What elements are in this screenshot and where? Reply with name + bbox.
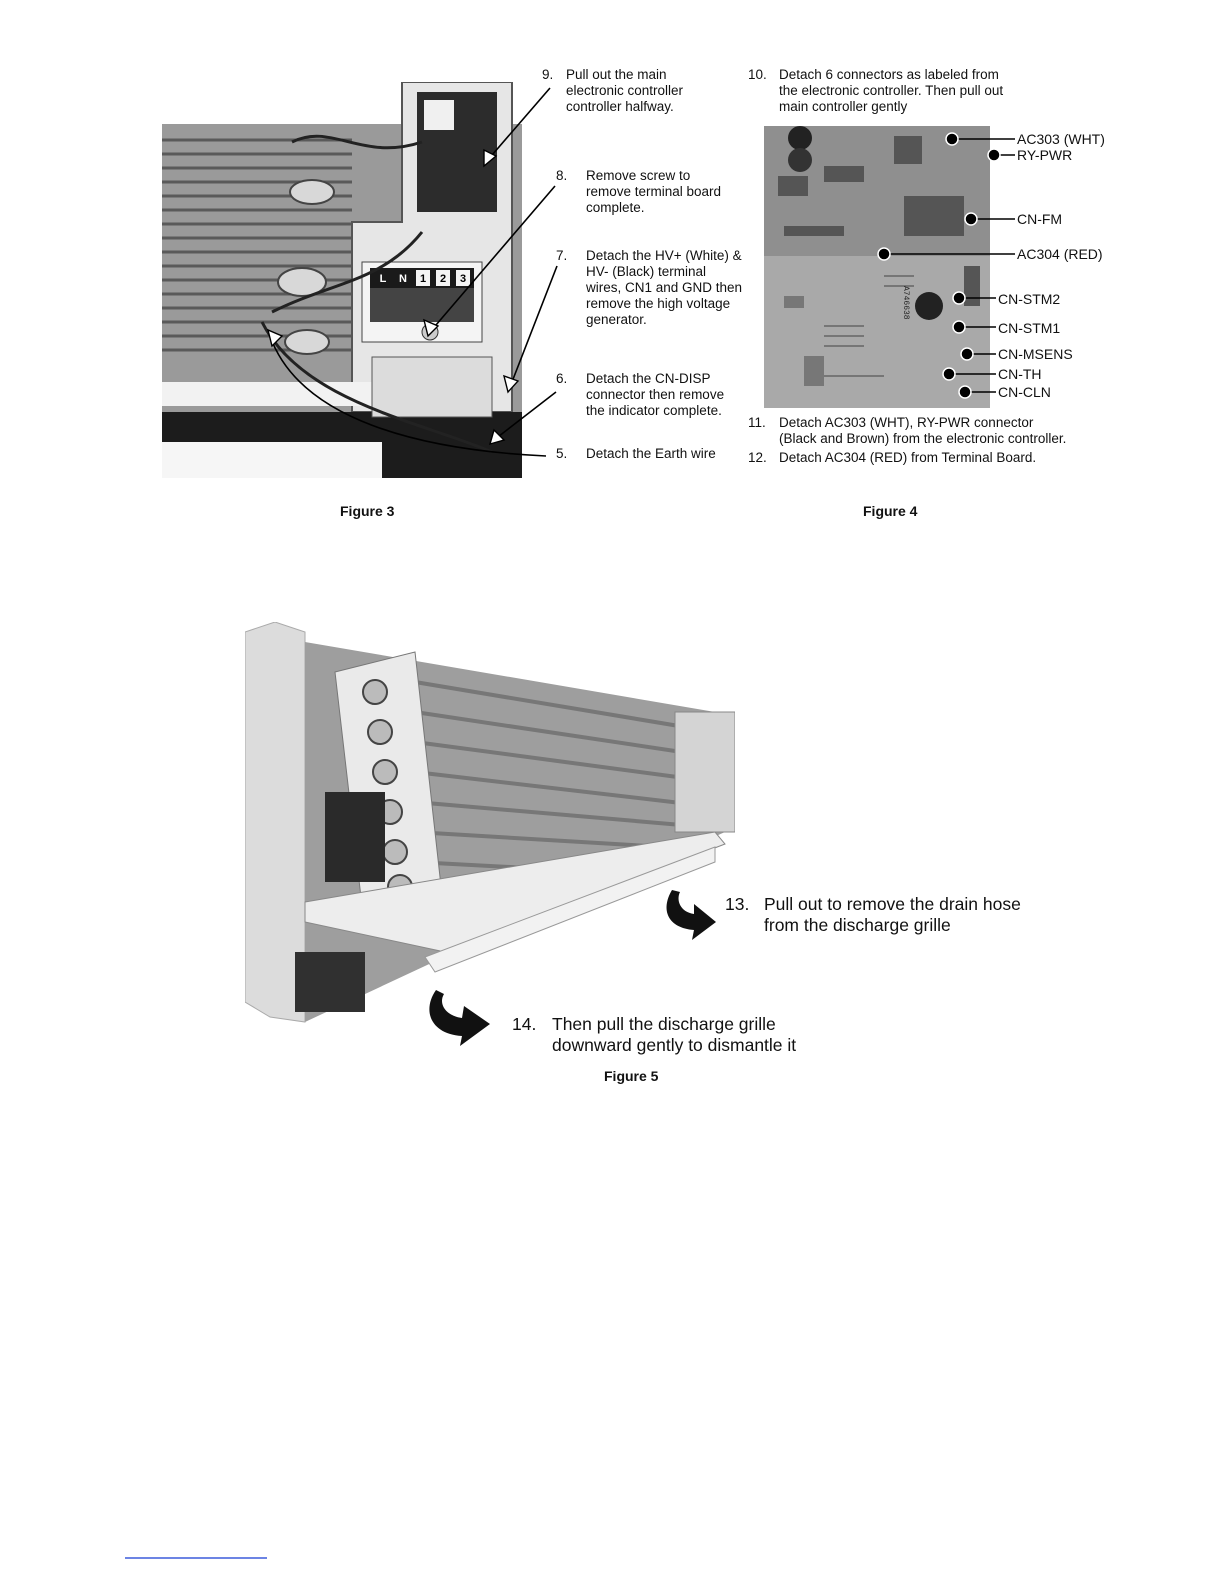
figure-5-caption: Figure 5 <box>604 1068 659 1084</box>
step-11: 11. Detach AC303 (WHT), RY-PWR connector (Black and Brown) from the electronic controller. <box>748 415 1067 446</box>
connector-label-cn-cln: CN-CLN <box>998 384 1051 400</box>
step-9: 9. Pull out the main electronic controller controller halfway. <box>542 67 684 114</box>
connector-label-ry-pwr: RY-PWR <box>1017 147 1073 163</box>
terminal-label: L <box>379 273 387 285</box>
terminal-label: N <box>399 273 407 285</box>
connector-label-cn-stm1: CN-STM1 <box>998 320 1061 336</box>
board-marking: A746638 <box>901 286 910 320</box>
step-7: 7. Detach the HV+ (White) & HV- (Black) terminal wires, CN1 and GND then remove the high voltage generator. <box>556 248 743 327</box>
step-12: 12. Detach AC304 (RED) from Terminal Board. <box>748 450 1037 465</box>
step-13: 13. Pull out to remove the drain hose from the discharge grille <box>725 894 1021 935</box>
terminal-label: 2 <box>439 273 447 285</box>
step-8: 8. Remove screw to remove terminal board complete. <box>556 168 722 215</box>
terminal-label: 3 <box>459 273 467 285</box>
connector-label-ac304: AC304 (RED) <box>1017 246 1103 262</box>
terminal-label: 1 <box>419 273 427 285</box>
step-6: 6. Detach the CN-DISP connector then remove the indicator complete. <box>556 371 725 418</box>
connector-label-cn-fm: CN-FM <box>1017 211 1063 227</box>
figure-4-caption: Figure 4 <box>863 503 918 519</box>
connector-label-cn-msens: CN-MSENS <box>998 346 1073 362</box>
step-5: 5. Detach the Earth wire <box>556 446 716 461</box>
connector-label-cn-stm2: CN-STM2 <box>998 291 1061 307</box>
connector-label-ac303: AC303 (WHT) <box>1017 131 1105 147</box>
step-14: 14. Then pull the discharge grille downward gently to dismantle it <box>512 1014 797 1055</box>
step-10: 10. Detach 6 connectors as labeled from the electronic controller. Then pull out main controller gently <box>748 67 1004 114</box>
connector-label-cn-th: CN-TH <box>998 366 1042 382</box>
figure-3-caption: Figure 3 <box>340 503 395 519</box>
